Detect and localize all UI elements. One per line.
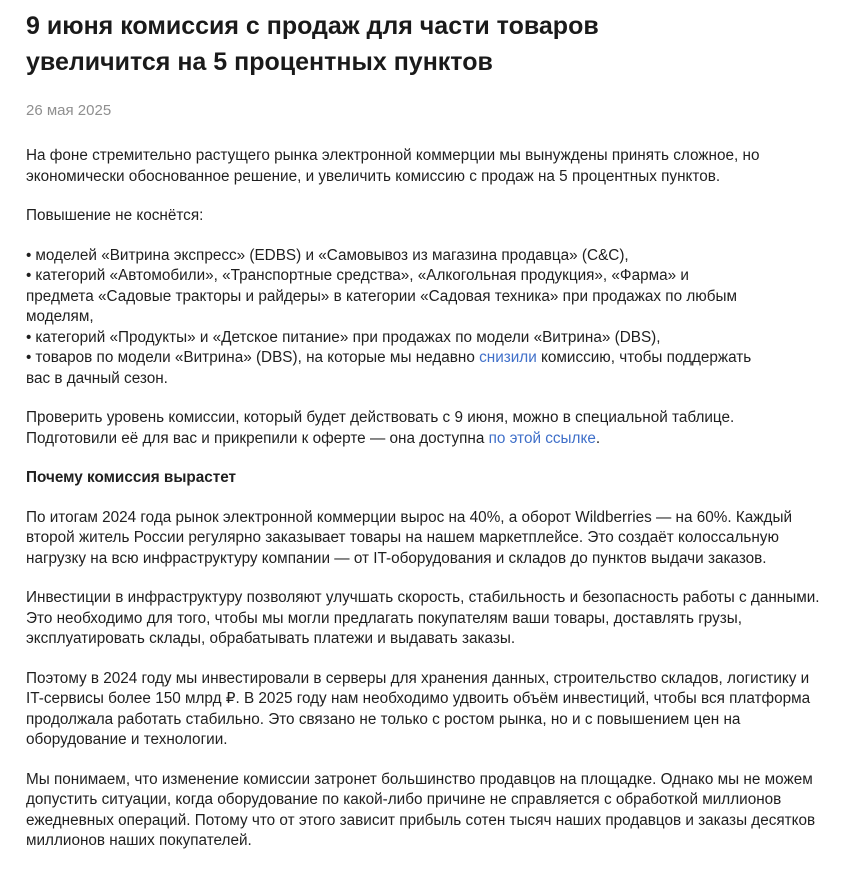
exceptions-list	[26, 246, 826, 390]
check-text-end: .	[595, 429, 601, 447]
bullet-mark: •	[26, 349, 32, 366]
list-item	[26, 266, 826, 328]
market-growth-paragraph: По итогам 2024 года рынок электронной коммерции вырос на 40%, а оборот Wildberries — на 60%. Каждый второй житель России регулярно заказывает товары на нашем маркетплейсе. Это создаёт колоссальную нагрузку на всю инфраструктуру компании — от IT-оборудования и складов до пунктов выдачи заказов.	[26, 508, 792, 567]
article-title	[26, 8, 826, 80]
list-item	[26, 246, 826, 267]
list-item-text: комиссию, чтобы поддержать	[536, 349, 752, 366]
list-item	[26, 328, 826, 349]
list-item-text: вас в дачный сезон.	[26, 369, 168, 387]
reduced-commission-link[interactable]: снизили	[479, 349, 537, 366]
list-item-text: товаров по модели «Витрина» (DBS), на которые мы недавно	[35, 349, 480, 366]
exceptions-heading: Повышение не коснётся:	[26, 207, 204, 224]
list-item-text: моделям,	[26, 308, 94, 325]
list-item-text: категорий «Автомобили», «Транспортные средства», «Алкогольная продукция», «Фарма» и	[35, 267, 689, 284]
investment-paragraph: Поэтому в 2024 году мы инвестировали в серверы для хранения данных, строительство складов, логистику и IT-сервисы более 150 млрд ₽. В 2025 году нам необходимо удвоить объём инвестиций, чтобы вся платформа продолжала работать стабильно. Это связано не только с ростом рынка, но и с повышением цен на оборудование и технологии.	[26, 669, 811, 748]
check-text-line-2: Подготовили её для вас и прикрепили к оферте — она доступна	[26, 429, 489, 447]
bullet-mark: •	[26, 246, 32, 264]
article-title-line-2: увеличится на 5 процентных пунктов	[26, 48, 493, 76]
why-heading: Почему комиссия вырастет	[26, 469, 237, 486]
check-commission-paragraph	[26, 408, 826, 449]
intro-paragraph: На фоне стремительно растущего рынка электронной коммерции мы вынуждены принять сложное, но экономически обоснованное решение, и увеличить комиссию с продаж на 5 процентных пунктов.	[26, 147, 760, 185]
article-title-line-1: 9 июня комиссия с продаж для части товаров	[26, 12, 599, 40]
article-body	[26, 146, 826, 871]
list-item-text: категорий «Продукты» и «Детское питание» при продажах по модели «Витрина» (DBS),	[35, 328, 661, 346]
list-item-text: предмета «Садовые тракторы и райдеры» в категории «Садовая техника» при продажах по любым	[26, 287, 738, 305]
list-item-text: моделей «Витрина экспресс» (EDBS) и «Самовывоз из магазина продавца» (C&C),	[35, 246, 629, 264]
infrastructure-paragraph: Инвестиции в инфраструктуру позволяют улучшать скорость, стабильность и безопасность работы с данными. Это необходимо для того, чтобы мы могли предлагать покупателям ваши товары, доставлять грузы, эксплуатировать склады, обрабатывать платежи и выдавать заказы.	[26, 589, 820, 647]
understanding-paragraph: Мы понимаем, что изменение комиссии затронет большинство продавцов на площадке. Однако мы не можем допустить ситуации, когда оборудование по какой-либо причине не справляется с обработкой миллионов ежедневных операций. Потому что от этого зависит прибыль сотен тысяч наших продавцов и заказы десятков миллионов наших покупателей.	[26, 770, 816, 849]
bullet-mark: •	[26, 328, 32, 346]
offer-table-link[interactable]: по этой ссылке	[488, 429, 596, 447]
list-item	[26, 348, 826, 389]
article-date: 26 мая 2025	[26, 102, 112, 119]
check-text-line-1: Проверить уровень комиссии, который будет действовать с 9 июня, можно в специальной таблице.	[26, 409, 735, 426]
bullet-mark: •	[26, 267, 32, 284]
